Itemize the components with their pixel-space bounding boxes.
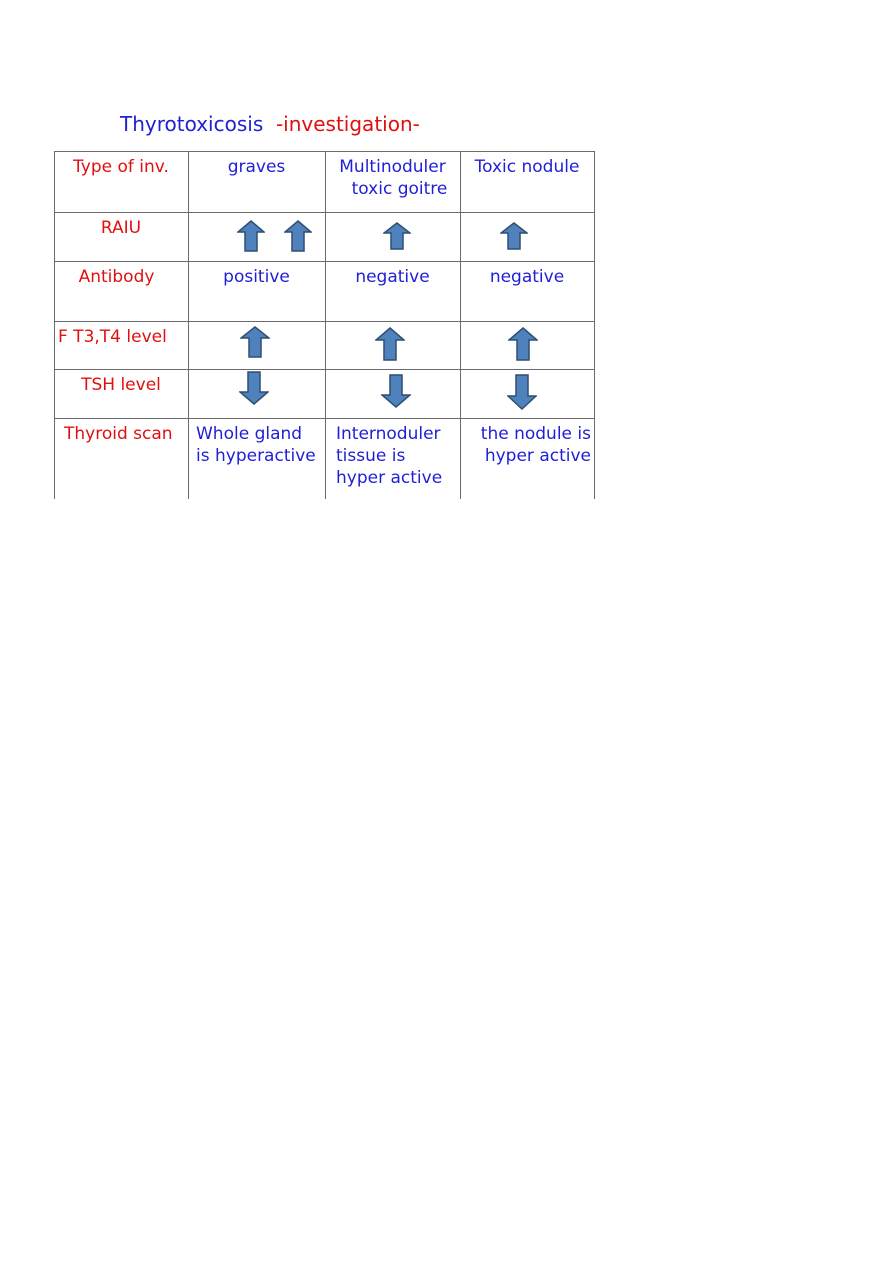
- investigation-table: [54, 151, 595, 499]
- table-border-top: [54, 151, 595, 152]
- row-label-thyroid-scan: Thyroid scan: [64, 424, 173, 444]
- row-label-raiu: RAIU: [100, 218, 142, 238]
- up-arrow-icon: [240, 326, 270, 358]
- scan-graves: Whole gland is hyperactive: [196, 424, 316, 466]
- antibody-multinodular: negative: [355, 267, 430, 287]
- header-type-of-inv: Type of inv.: [73, 157, 169, 177]
- down-arrow-icon: [507, 374, 537, 410]
- table-border-left: [54, 151, 55, 499]
- header-graves: graves: [227, 157, 286, 177]
- down-arrow-icon: [381, 374, 411, 408]
- up-arrow-icon: [284, 220, 312, 252]
- table-row-divider: [54, 369, 595, 370]
- header-multinodular: Multinoduler toxic goitre: [339, 157, 448, 199]
- page-title: [120, 110, 420, 138]
- table-border-right: [594, 151, 595, 499]
- scan-multinodular: Internoduler tissue is hyper active: [336, 424, 443, 488]
- table-column-divider: [188, 151, 189, 499]
- up-arrow-icon: [500, 222, 528, 250]
- antibody-toxic-nodule: negative: [489, 267, 565, 287]
- row-label-antibody: Antibody: [78, 267, 155, 287]
- scan-toxic-nodule: the nodule is hyper active: [480, 424, 591, 466]
- table-row-divider: [54, 321, 595, 322]
- header-toxic-nodule: Toxic nodule: [474, 157, 580, 177]
- row-label-tsh: TSH level: [81, 375, 161, 395]
- table-column-divider: [325, 151, 326, 499]
- up-arrow-icon: [237, 220, 265, 252]
- down-arrow-icon: [239, 371, 269, 405]
- antibody-graves: positive: [223, 267, 290, 287]
- table-row-divider: [54, 212, 595, 213]
- row-label-ft3-t4: F T3,T4 level: [58, 327, 167, 347]
- title-subtitle: -investigation-: [275, 112, 420, 136]
- table-row-divider: [54, 261, 595, 262]
- table-row-divider: [54, 418, 595, 419]
- up-arrow-icon: [508, 327, 538, 361]
- title-main: Thyrotoxicosis: [120, 112, 264, 136]
- up-arrow-icon: [375, 327, 405, 361]
- up-arrow-icon: [383, 222, 411, 250]
